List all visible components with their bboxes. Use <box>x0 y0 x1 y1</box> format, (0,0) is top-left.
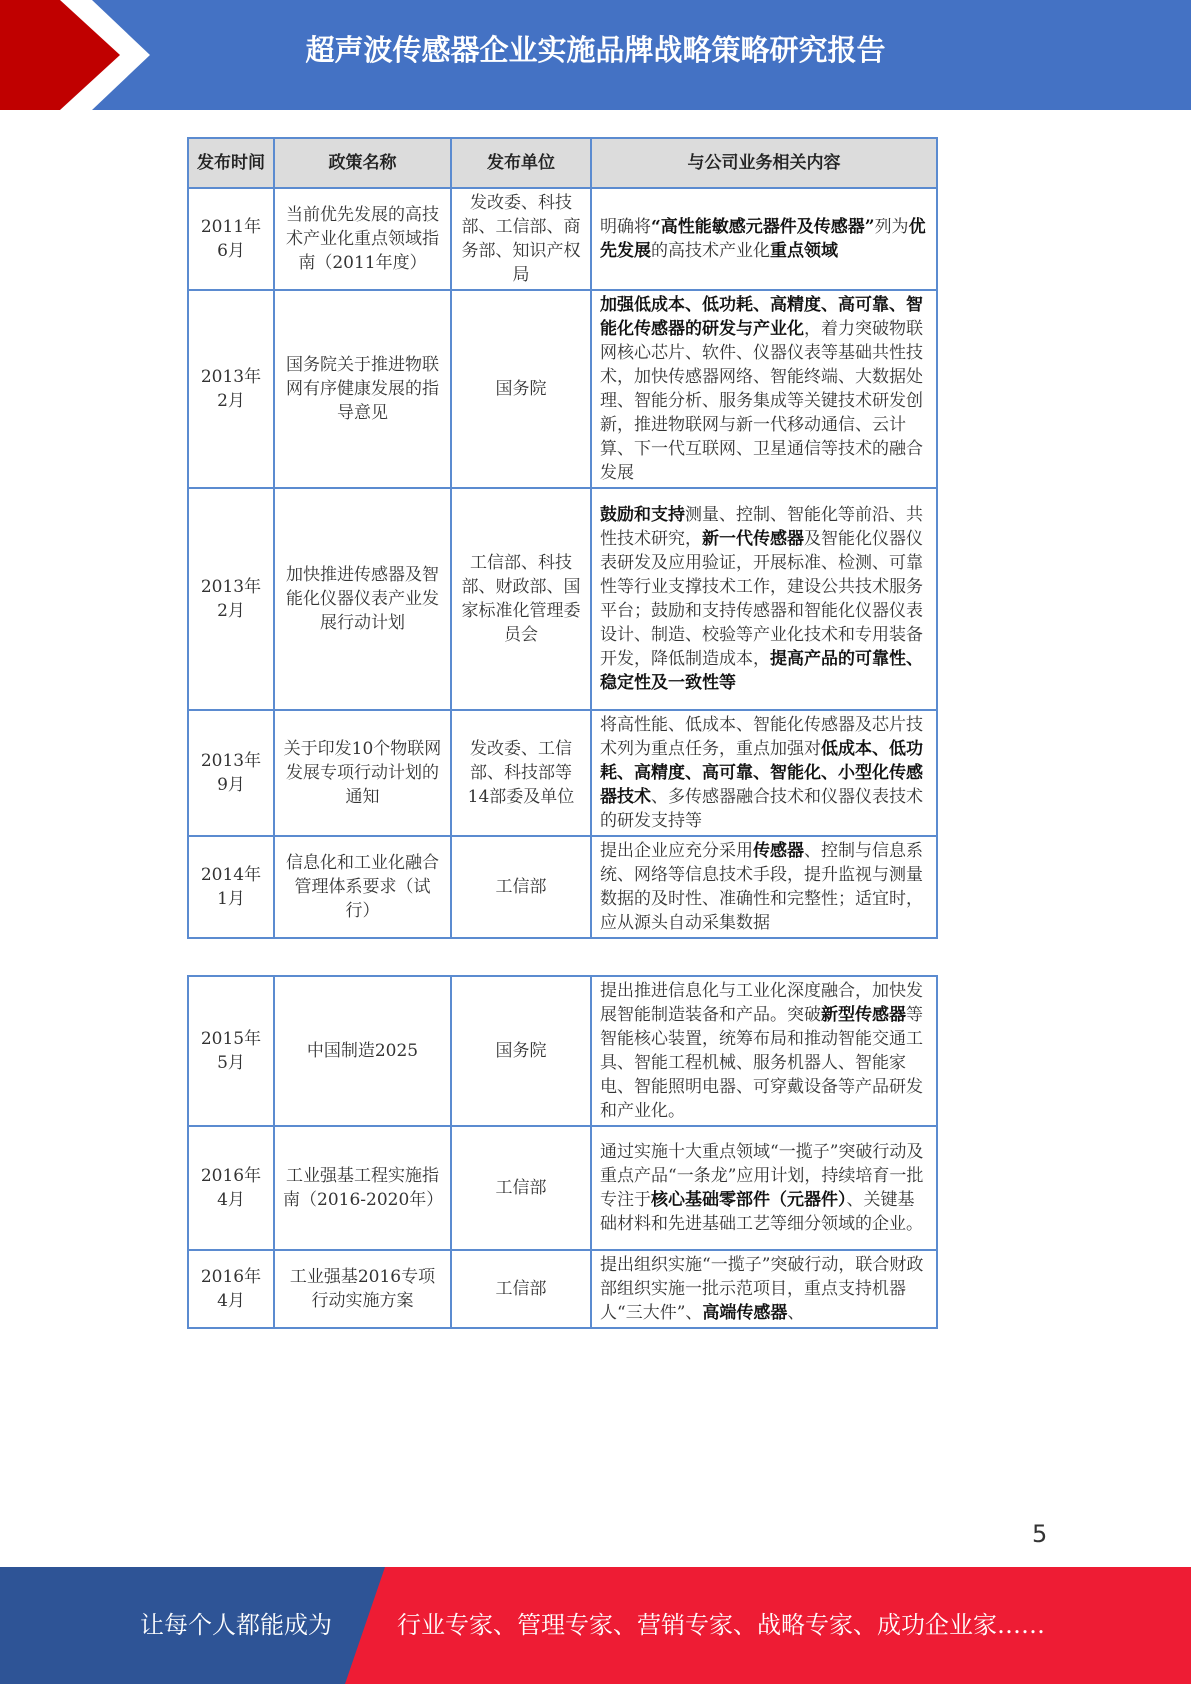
column-header-date: 发布时间 <box>188 138 274 188</box>
table-row <box>188 710 937 836</box>
table-row <box>188 488 937 710</box>
cell-date: 2011年6月 <box>188 188 274 290</box>
column-header-policy-name: 政策名称 <box>274 138 451 188</box>
cell-date: 2015年5月 <box>188 976 274 1126</box>
table-header-row <box>188 138 937 188</box>
cell-date: 2014年1月 <box>188 836 274 938</box>
content-text: 提出企业应充分采用 <box>600 841 753 861</box>
policy-table <box>187 137 938 939</box>
footer-slogan-right: 行业专家、管理专家、营销专家、战略专家、成功企业家…… <box>397 1611 1045 1639</box>
cell-issuer: 工信部 <box>451 836 591 938</box>
column-header-content: 与公司业务相关内容 <box>591 138 937 188</box>
content-emphasis: 传感器 <box>753 841 804 861</box>
cell-date: 2013年2月 <box>188 488 274 710</box>
cell-content <box>591 188 937 290</box>
cell-policy-name: 关于印发10个物联网发展专项行动计划的通知 <box>274 710 451 836</box>
content-text: 将高性能、低成本、智能化传感器及芯片技术列为重点任务，重点加强对 <box>600 715 923 759</box>
content-text: 通过实施十大重点领域“一揽子”突破行动及重点产品“一条龙”应用计划，持续培育一批专注于 <box>600 1142 924 1210</box>
cell-policy-name: 工业强基工程实施指南（2016-2020年） <box>274 1126 451 1250</box>
report-title: 超声波传感器企业实施品牌战略策略研究报告 <box>305 33 886 67</box>
page-footer <box>0 1567 1191 1684</box>
policy-table-continued <box>187 975 938 1329</box>
cell-issuer: 工信部、科技部、财政部、国家标准化管理委员会 <box>451 488 591 710</box>
cell-issuer: 国务院 <box>451 290 591 488</box>
table-row <box>188 1250 937 1328</box>
table-row <box>188 1126 937 1250</box>
content-text: 的高技术产业化 <box>651 241 770 261</box>
content-text: ，着力突破物联网核心芯片、软件、仪器仪表等基础共性技术，加快传感器网络、智能终端、大数据处理、智能分析、服务集成等关键技术研发创新，推进物联网与新一代移动通信、云计算、下一代互联网、卫星通信等技术的融合发展 <box>600 319 923 483</box>
cell-date: 2016年4月 <box>188 1250 274 1328</box>
page-number: 5 <box>1032 1520 1048 1548</box>
cell-issuer: 工信部 <box>451 1126 591 1250</box>
cell-content <box>591 976 937 1126</box>
content-emphasis: 鼓励和支持 <box>600 505 685 525</box>
cell-issuer: 发改委、科技部、工信部、商务部、知识产权局 <box>451 188 591 290</box>
cell-policy-name: 国务院关于推进物联网有序健康发展的指导意见 <box>274 290 451 488</box>
cell-content <box>591 710 937 836</box>
cell-content <box>591 488 937 710</box>
content-emphasis: 重点领域 <box>770 241 838 261</box>
cell-date: 2016年4月 <box>188 1126 274 1250</box>
cell-policy-name: 工业强基2016专项行动实施方案 <box>274 1250 451 1328</box>
cell-content <box>591 836 937 938</box>
content-emphasis: 加强低成本、低功耗、高精度、高可靠、智能化传感器的研发与产业化 <box>600 295 923 339</box>
cell-issuer: 工信部 <box>451 1250 591 1328</box>
footer-slogan-left: 让每个人都能成为 <box>140 1611 332 1639</box>
content-emphasis: 新一代传感器 <box>702 529 804 549</box>
cell-policy-name: 中国制造2025 <box>274 976 451 1126</box>
table-row <box>188 976 937 1126</box>
content-text: 列为 <box>874 217 909 237</box>
content-emphasis: 新型传感器 <box>821 1005 906 1025</box>
content-emphasis: 提高产品的可靠性、稳定性及一致性等 <box>600 649 923 693</box>
page-header <box>0 0 1191 110</box>
cell-policy-name: 加快推进传感器及智能化仪器仪表产业发展行动计划 <box>274 488 451 710</box>
cell-date: 2013年9月 <box>188 710 274 836</box>
content-text: 等智能核心装置，统筹布局和推动智能交通工具、智能工程机械、服务机器人、智能家电、智能照明电器、可穿戴设备等产品研发和产业化。 <box>600 1005 923 1121</box>
content-emphasis: 优先发展 <box>600 217 926 261</box>
cell-policy-name: 信息化和工业化融合管理体系要求（试行） <box>274 836 451 938</box>
content-text: 提出推进信息化与工业化深度融合，加快发展智能制造装备和产品。突破 <box>600 981 923 1025</box>
table-row <box>188 188 937 290</box>
cell-date: 2013年2月 <box>188 290 274 488</box>
content-text: 、多传感器融合技术和仪器仪表技术的研发支持等 <box>600 787 923 831</box>
cell-issuer: 发改委、工信部、科技部等14部委及单位 <box>451 710 591 836</box>
content-text: 提出组织实施“一揽子”突破行动，联合财政部组织实施一批示范项目，重点支持机器人“三大件”、 <box>600 1255 924 1323</box>
cell-issuer: 国务院 <box>451 976 591 1126</box>
content-text: 、控制与信息系统、网络等信息技术手段，提升监视与测量数据的及时性、准确性和完整性；适宜时，应从源头自动采集数据 <box>600 841 923 933</box>
table-row <box>188 290 937 488</box>
content-emphasis: 高端传感器 <box>702 1303 788 1323</box>
table-row <box>188 836 937 938</box>
content-text: 、关键基础材料和先进基础工艺等细分领域的企业。 <box>600 1190 923 1234</box>
cell-content <box>591 1250 937 1328</box>
cell-policy-name: 当前优先发展的高技术产业化重点领域指南（2011年度） <box>274 188 451 290</box>
cell-content <box>591 1126 937 1250</box>
content-emphasis: 低成本、低功耗、高精度、高可靠、智能化、小型化传感器技术 <box>600 739 923 807</box>
content-emphasis: “高性能敏感元器件及传感器” <box>651 217 875 237</box>
content-text: 及智能化仪器仪表研发及应用验证，开展标准、检测、可靠性等行业支撑技术工作，建设公共技术服务平台；鼓励和支持传感器和智能化仪器仪表设计、制造、校验等产业化技术和专用装备开发，降低制造成本， <box>600 529 923 669</box>
content-text: 测量、控制、智能化等前沿、共性技术研究， <box>600 505 923 549</box>
content-emphasis: 核心基础零部件（元器件） <box>651 1190 847 1210</box>
cell-content <box>591 290 937 488</box>
column-header-issuer: 发布单位 <box>451 138 591 188</box>
content-text: 明确将 <box>600 217 651 237</box>
content-text: 、 <box>787 1303 805 1323</box>
